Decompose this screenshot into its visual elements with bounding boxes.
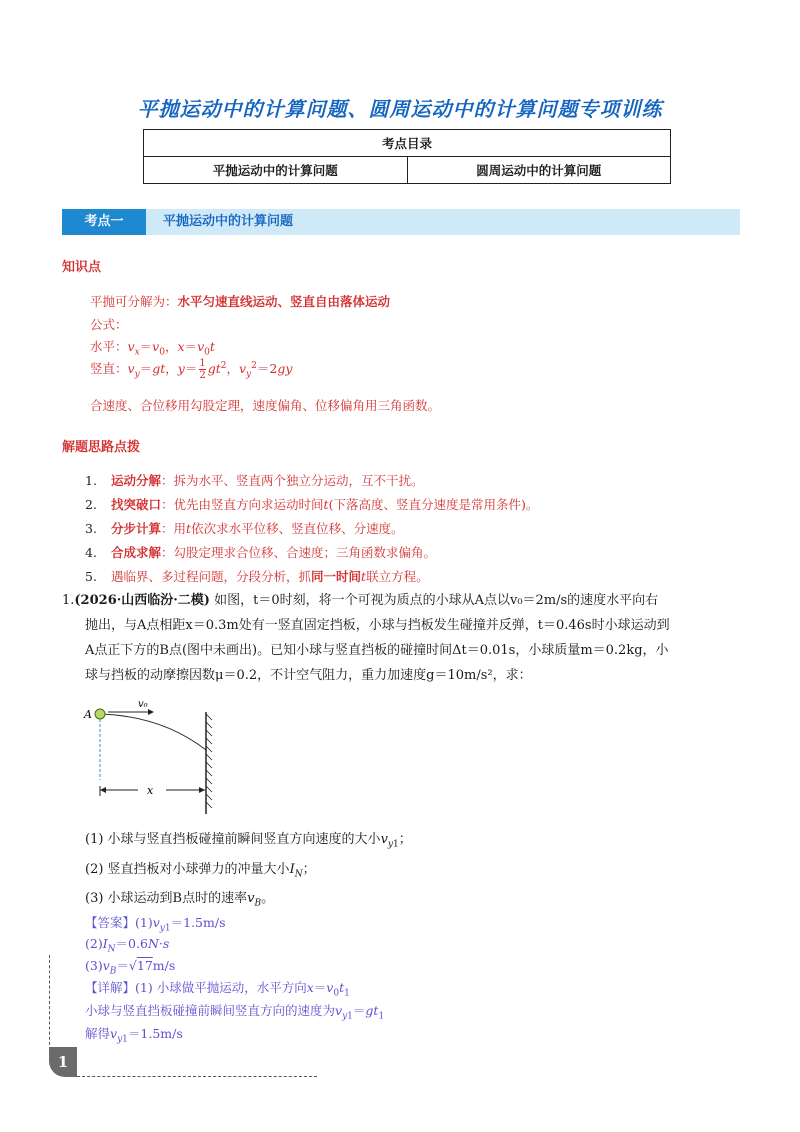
question-3: (3) 小球运动到B点时的速率$v_B$。: [85, 891, 275, 909]
toc-item-2[interactable]: 圆周运动中的计算问题: [407, 157, 671, 184]
tips-heading: 解题思路点拨: [62, 440, 141, 455]
page-border-vertical: [49, 955, 50, 1050]
problem-line-1: 1.(2026·山西临汾·二模) 如图，t＝0时刻，将一个可视为质点的小球从A点以v₀＝2m/s的速度水平向右: [62, 593, 659, 608]
detail-3: 解得$v_{y1}=1.5m/s$: [85, 1026, 183, 1045]
knowledge-heading: 知识点: [62, 260, 102, 275]
knowledge-line-1: 平抛可分解为：水平匀速直线运动、竖直自由落体运动: [90, 294, 391, 309]
velocity-label: v₀: [138, 699, 148, 710]
trajectory-curve: [100, 714, 206, 750]
section-tag: 考点一: [62, 209, 146, 235]
dim-arrow-left: [100, 787, 106, 793]
projectile-figure: [82, 698, 222, 818]
knowledge-line-3: 水平：$v_x=v_0$，$x=v_0t$: [90, 339, 215, 358]
wall-hatching: [206, 714, 212, 808]
tip-2: 2. 找突破口：优先由竖直方向求运动时间t(下落高度、竖直分速度是常用条件)。: [85, 497, 539, 512]
question-1: (1) 小球与竖直挡板碰撞前瞬间竖直方向速度的大小$v_{y1}$；: [85, 832, 412, 850]
toc-item-1[interactable]: 平抛运动中的计算问题: [144, 157, 408, 184]
knowledge-line-5: 合速度、合位移用勾股定理，速度偏角、位移偏角用三角函数。: [90, 398, 441, 413]
tip-1: 1. 运动分解：拆为水平、竖直两个独立分运动，互不干扰。: [85, 473, 424, 488]
ball: [95, 709, 105, 719]
section-title: 平抛运动中的计算问题: [163, 214, 294, 229]
answer-3: $(3)v_B=√17m/s$: [85, 958, 176, 977]
toc-header: 考点目录: [144, 130, 671, 157]
page-border-horizontal: [77, 1076, 317, 1077]
tip-5: 5. 遇临界、多过程问题，分段分析，抓同一时间t联立方程。: [85, 569, 429, 584]
problem-line-4: 球与挡板的动摩擦因数μ＝0.2，不计空气阻力，重力加速度g＝10m/s²，求：: [85, 668, 532, 683]
velocity-arrowhead: [148, 709, 154, 715]
point-a-label: A: [84, 708, 92, 721]
toc-table: [143, 129, 671, 184]
answer-2: $(2)I_N=0.6N\cdot s$: [85, 936, 170, 955]
problem-line-3: A点正下方的B点(图中未画出)。已知小球与竖直挡板的碰撞时间Δt＝0.01s，小球质量m＝0.2kg，小: [85, 643, 669, 658]
problem-text: [62, 588, 752, 688]
dim-arrow-right: [199, 787, 205, 793]
detail-2: 小球与竖直挡板碰撞前瞬间竖直方向的速度为$v_{y1}=gt_1$: [85, 1003, 385, 1022]
page-title: 平抛运动中的计算问题、圆周运动中的计算问题专项训练: [137, 97, 663, 121]
answer-1: 【答案】$(1)v_{y1}=1.5m/s$: [85, 915, 226, 934]
knowledge-line-2: 公式：: [90, 317, 128, 332]
problem-line-2: 抛出，与A点相距x＝0.3m处有一竖直固定挡板，小球与挡板发生碰撞并反弹，t＝0.46s时小球运动到: [85, 618, 670, 633]
question-2: (2) 竖直挡板对小球弹力的冲量大小$I_N$；: [85, 862, 316, 880]
page-number: 1: [49, 1047, 77, 1077]
distance-label: x: [147, 784, 154, 797]
tip-3: 3. 分步计算：用t依次求水平位移、竖直位移、分速度。: [85, 521, 404, 536]
tip-4: 4. 合成求解：勾股定理求合位移、合速度；三角函数求偏角。: [85, 545, 437, 560]
knowledge-line-4: 竖直：$v_y=gt$，y＝ $\frac{1}{2}$ $gt^2$，$v_y^2=2gy$: [90, 358, 293, 381]
detail-1: 【详解】(1) 小球做平抛运动，水平方向$x=v_0t_1$: [85, 980, 350, 999]
